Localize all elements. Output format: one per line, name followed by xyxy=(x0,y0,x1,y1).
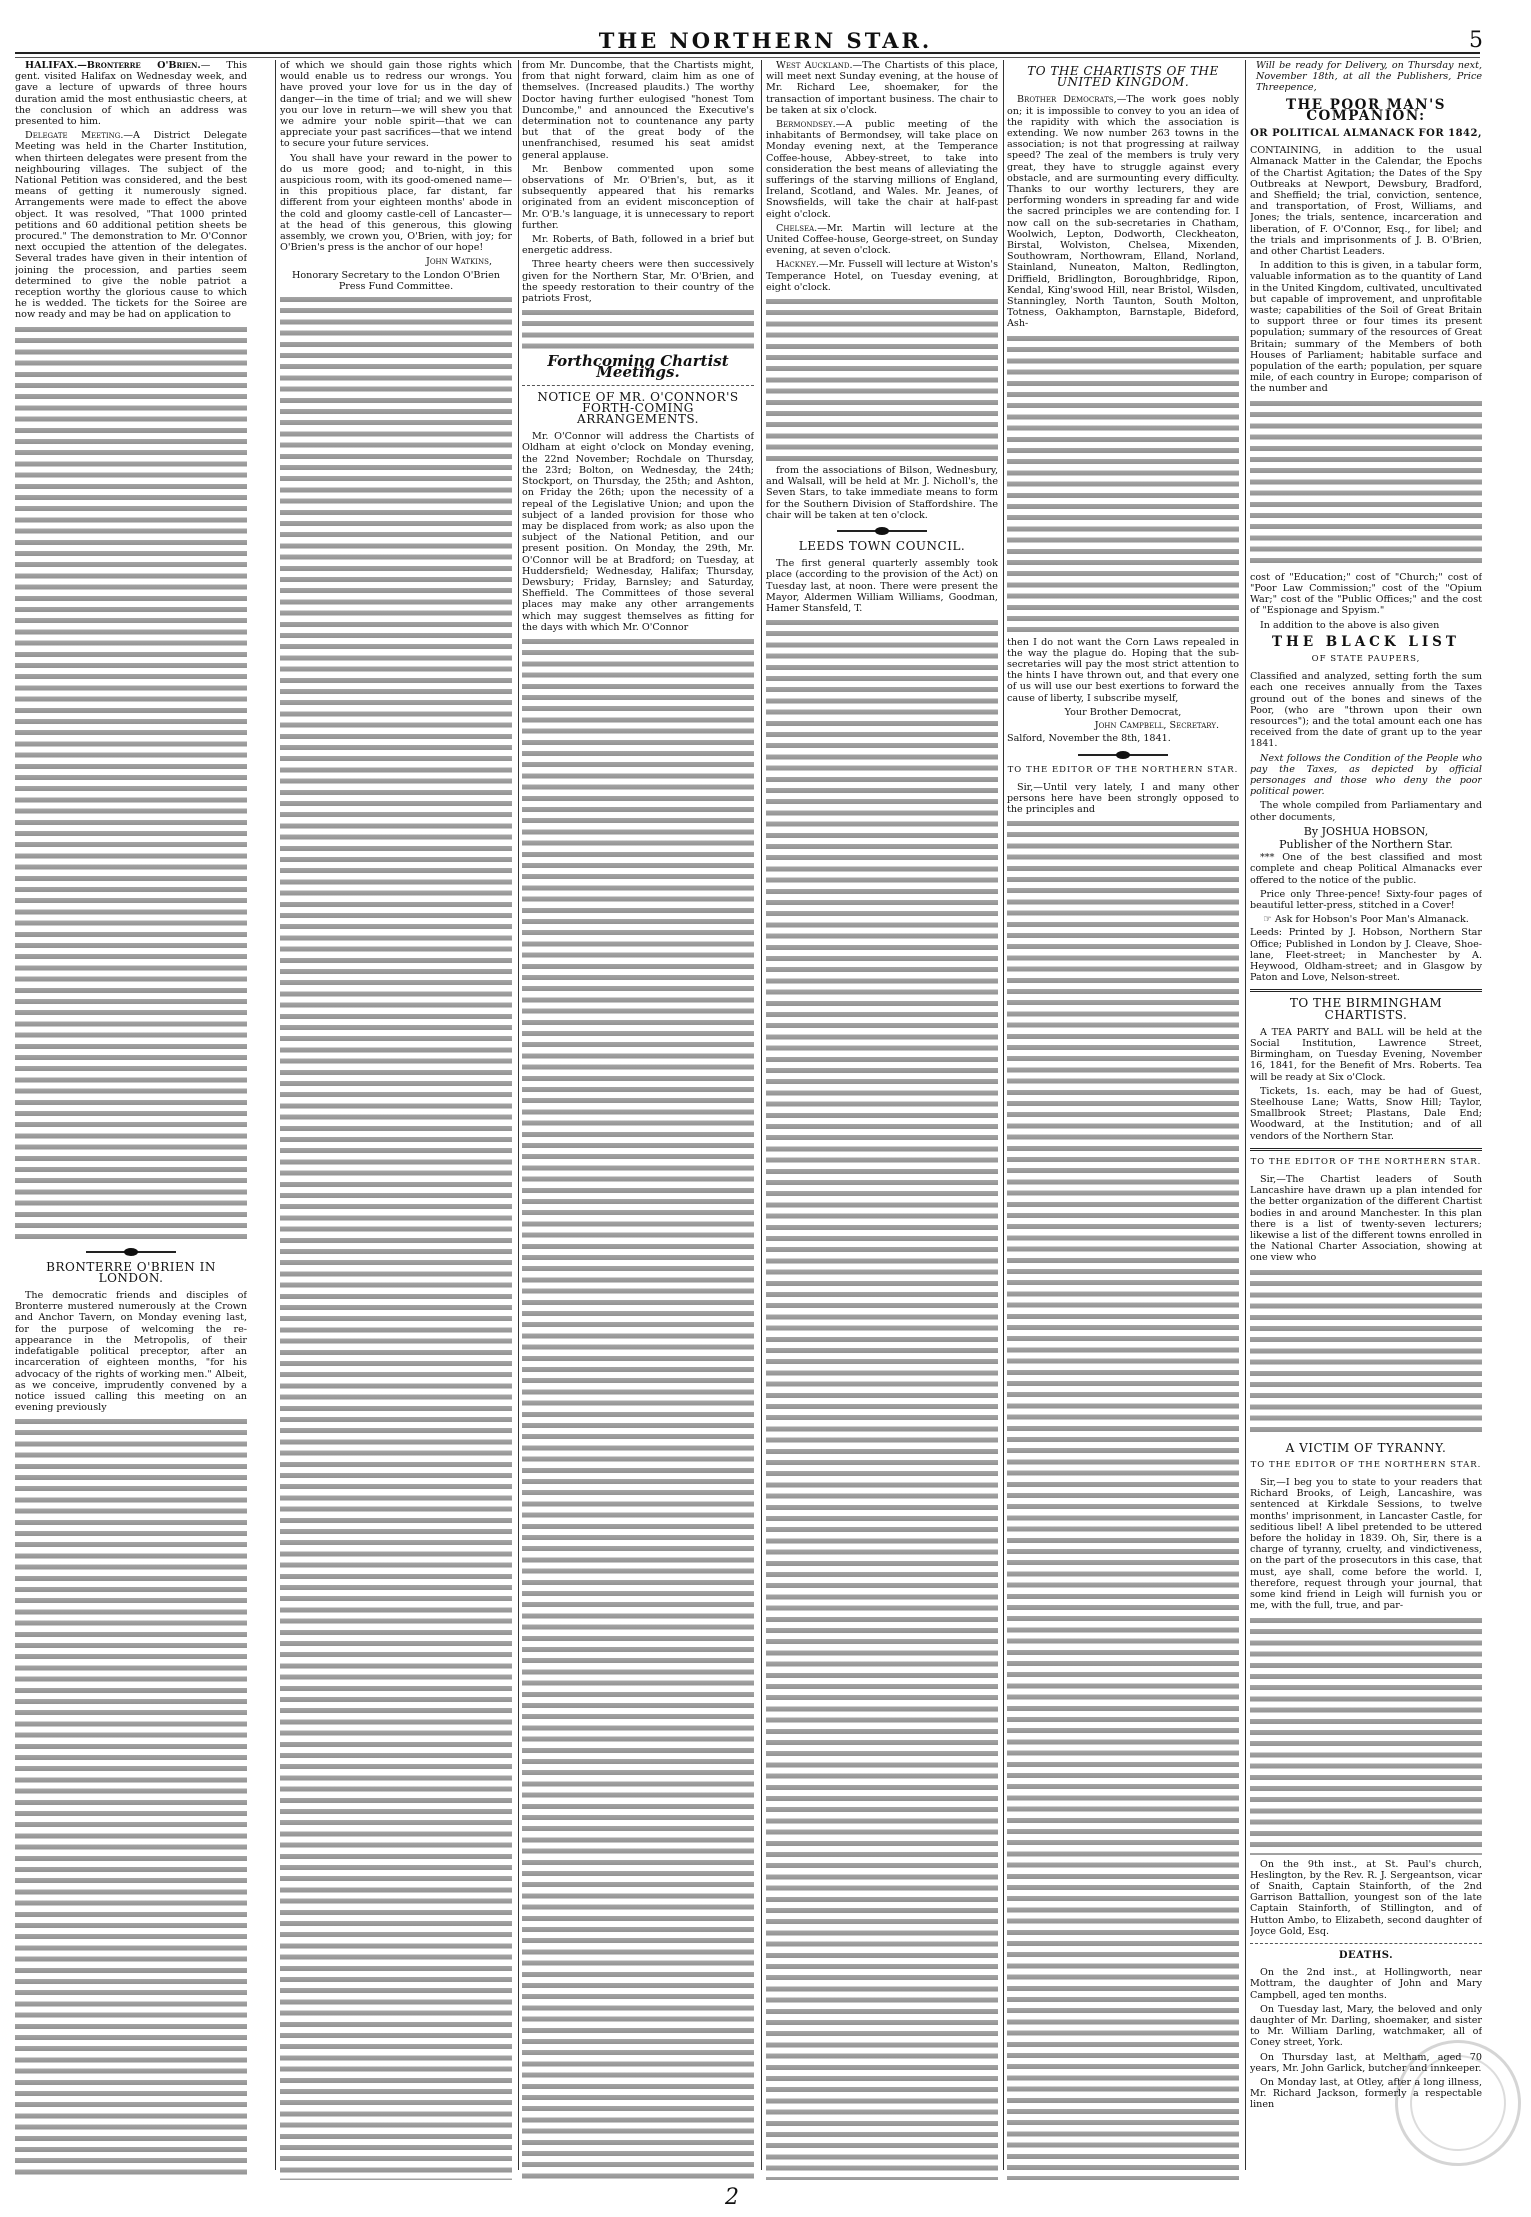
paragraph: Three hearty cheers were then successively given for the Northern Star, Mr. O'Brien, and the speedy restoration to their country of the patriots Frost, xyxy=(522,259,754,305)
byline: By JOSHUA HOBSON, xyxy=(1303,824,1429,838)
paragraph: *** One of the best classified and most complete and cheap Political Almanacks ever offered to the notice of the public. xyxy=(1250,852,1482,886)
article-delegate-meeting xyxy=(15,130,247,320)
headline-black-list: THE BLACK LIST xyxy=(1272,633,1460,650)
illegible-text-block xyxy=(1250,1615,1482,1855)
column-divider xyxy=(518,60,519,2170)
paragraph: —Mr. Fussell will lecture at Wiston's Temperance Hotel, on Tuesday evening, at eight o'clock. xyxy=(766,259,998,293)
paragraph: In addition to this is given, in a tabular form, valuable information as to the quantity of Land in the United Kingdom, cultivated, uncultivated but capable of improvement, and unprofitable waste; capabilities of the Soil of Great Britain to support three or four times its present population; summary of the resources of Great Britain; summary of the Members of both Houses of Parliament; habitable surface and population of the earth; population, per square mile, of each country in Europe; comparison of the number and xyxy=(1250,260,1482,395)
headline-forthcoming-meetings: Forthcoming Chartist Meetings. xyxy=(547,352,729,382)
headline-to-the-editor: TO THE EDITOR OF THE NORTHERN STAR. xyxy=(1007,764,1239,775)
paragraph: Tickets, 1s. each, may be had of Guest, Steelhouse Lane; Watts, Snow Hill; Taylor, Smallbrook Street; Plastans, Dale End; Woodward, at the Institution; and of all vendors of the Northern Star. xyxy=(1250,1085,1482,1142)
column-divider xyxy=(275,60,276,2170)
illegible-text-block xyxy=(766,296,998,461)
column-divider xyxy=(761,60,762,2170)
death-notice: On the 2nd inst., at Hollingworth, near Mottram, the daughter of John and Mary Campbell, aged ten months. xyxy=(1250,1967,1482,2001)
death-notice: On Monday last, at Otley, after a long illness, Mr. Richard Jackson, formerly a respectable linen xyxy=(1250,2076,1482,2111)
illegible-text-block xyxy=(15,1416,247,2180)
signature-title: Honorary Secretary to the London O'Brien Press Fund Committee. xyxy=(292,269,500,292)
column-5 xyxy=(1007,60,1239,2180)
subhead-state-paupers: OF STATE PAUPERS, xyxy=(1311,653,1421,664)
headline-victim-of-tyranny: A VICTIM OF TYRANNY. xyxy=(1285,1440,1447,1455)
masthead xyxy=(0,28,1531,54)
divider xyxy=(522,385,754,386)
headline-leeds-town-council: LEEDS TOWN COUNCIL. xyxy=(798,539,966,554)
paragraph: —A District Delegate Meeting was held in the Charter Institution, when thirteen delegates were present from the neighbouring villages. The subject of the National Petition was considered, and the best means of getting it numerously signed. Arrangements were made to effect the above object. It was resolved, "That 1000 printed petitions and 60 additional petition sheets be procured." The demonstration to Mr. O'Connor next occupied the attention of the delegates. Several trades have given in their intention of joining the procession, and parties seem determined to give the noble patriot a reception worthy the glorious cause to which he is wedded. The tickets for the Soiree are now ready and may be had on application to xyxy=(15,130,247,321)
paragraph: —The Chartists of this place, will meet next Sunday evening, at the house of Mr. Richard Lee, shoemaker, for the transaction of important business. The chair to be taken at six o'clock. xyxy=(766,60,998,116)
marriage-notice: On the 9th inst., at St. Paul's church, Heslington, by the Rev. R. J. Sergeantson, vicar of Snaith, Captain Stainforth, of the 2nd Garrison Battallion, youngest son of the late Captain Stainforth, of Stillington, and of Hutton Ambo, to Elizabeth, second daughter of Joyce Gold, Esq. xyxy=(1250,1858,1482,1937)
headline-to-the-editor: TO THE EDITOR OF THE NORTHERN STAR. xyxy=(1250,1459,1482,1470)
column-1 xyxy=(15,60,247,2180)
handwritten-mark: 2 xyxy=(725,2185,739,2210)
paragraph: A TEA PARTY and BALL will be held at the Social Institution, Lawrence Street, Birmingham, on Tuesday Evening, November 16, 1841, for the Benefit of Mrs. Roberts. Tea will be ready at Six o'Clock. xyxy=(1250,1026,1482,1083)
illegible-text-block xyxy=(522,307,754,352)
signature-place-date: Salford, November the 8th, 1841. xyxy=(1007,733,1171,745)
paragraph: cost of "Education;" cost of "Church;" cost of "Poor Law Commission;" cost of the "Opium War;" cost of the "Public Offices;" and the cost of "Espionage and Spyism." xyxy=(1250,571,1482,617)
illegible-text-block xyxy=(280,294,512,2180)
headline-to-the-editor: TO THE EDITOR OF THE NORTHERN STAR. xyxy=(1250,1156,1482,1167)
lead: Delegate Meeting. xyxy=(25,130,124,142)
signature-close: Your Brother Democrat, xyxy=(1064,706,1182,718)
lead: Bermondsey. xyxy=(776,119,836,131)
headline-deaths: DEATHS. xyxy=(1338,1949,1394,1961)
paragraph: Sir,—I beg you to state to your readers that Richard Brooks, of Leigh, Lancashire, was sentenced at Kirkdale Sessions, to twelve months' imprisonment, in Lancaster Castle, for seditious libel! A libel pretended to be uttered before the holiday in 1839. Oh, Sir, there is a charge of tyranny, cruelty, and vindictiveness, on the part of the prosecutors in this case, that must, aye shall, come before the world. I, therefore, request through your journal, that some kind friend in Leigh will furnish you or me, with the full, true, and par- xyxy=(1250,1477,1482,1612)
column-4 xyxy=(766,60,998,2180)
imprint: Leeds: Printed by J. Hobson, Northern Star Office; Published in London by J. Cleave, Shoe-lane, Fleet-street; in Manchester by A. Heywood, Oldham-street; and in Glasgow by Paton and Love, Nelson-street. xyxy=(1250,927,1482,984)
illegible-text-block xyxy=(1250,1267,1482,1437)
column-6 xyxy=(1250,60,1482,2180)
column-2 xyxy=(280,60,512,2180)
lead: Hackney. xyxy=(776,259,819,271)
item-chelsea xyxy=(766,223,998,257)
headline-poor-mans-companion: THE POOR MAN'S COMPANION: xyxy=(1285,96,1447,124)
paragraph: from Mr. Duncombe, that the Chartists might, from that night forward, claim him as one of themselves. (Increased plaudits.) The worthy Doctor having further eulogised "honest Tom Duncombe," and announced the Executive's determination not to countenance any party but that of the great body of the unenfranchised, resumed his seat amidst general applause. xyxy=(522,60,754,161)
divider xyxy=(1250,989,1482,992)
lead: Chelsea. xyxy=(776,222,818,234)
newspaper-title: THE NORTHERN STAR. xyxy=(598,28,933,53)
paragraph: In addition to the above is also given xyxy=(1260,619,1440,631)
paragraph: from the associations of Bilson, Wednesbury, and Walsall, will be held at Mr. J. Nicholl's, the Seven Stars, to take immediate means to form for the Southern Division of Staffordshire. The chair will be taken at ten o'clock. xyxy=(766,465,998,521)
masthead-rule xyxy=(15,52,1480,58)
letter-paragraph xyxy=(1007,94,1239,329)
divider xyxy=(1250,1148,1482,1151)
ornament-divider xyxy=(1078,751,1168,759)
paragraph: You shall have your reward in the power to do us more good; and to-night, in this auspicious room, with its good-omened name—in this propitious place, far distant, far different from your eighteen months' abode in the cold and gloomy castle-cell of Lancaster—at the head of this generous, this glowing assembly, we crown you, O'Brien, with joy; for O'Brien's press is the anchor of our hope! xyxy=(280,152,512,254)
death-notice: On Tuesday last, Mary, the beloved and only daughter of Mr. Darling, shoemaker, and sister to Mr. William Darling, watchmaker, all of Coney street, York. xyxy=(1250,2003,1482,2049)
illegible-text-block xyxy=(1250,398,1482,568)
page-number: 5 xyxy=(1469,28,1483,53)
lead: Brother Democrats, xyxy=(1017,94,1117,106)
illegible-text-block xyxy=(766,617,998,2180)
paragraph: Sir,—Until very lately, I and many other persons here have been strongly opposed to the principles and xyxy=(1007,781,1239,816)
paragraph: Sir,—The Chartist leaders of South Lancashire have drawn up a plan intended for the better organization of the different Chartist bodies in and around Manchester. In this plan there is a list of twenty-seven lecturers; likewise a list of the different towns enrolled in the National Charter Association, showing at one view who xyxy=(1250,1174,1482,1264)
illegible-text-block xyxy=(1007,333,1239,633)
headline-birmingham-chartists: TO THE BIRMINGHAM CHARTISTS. xyxy=(1289,996,1443,1022)
paragraph: — This gent. visited Halifax on Wednesday week, and gave a lecture of upwards of three hours duration amid the most enthusiastic cheers, at the conclusion of which an address was presented to him. xyxy=(15,60,247,128)
article-halifax xyxy=(15,60,247,127)
lead: HALIFAX.—Bronterre O'Brien. xyxy=(25,60,201,71)
publisher-line: Publisher of the Northern Star. xyxy=(1279,837,1453,851)
paragraph: The democratic friends and disciples of Bronterre mustered numerously at the Crown and Anchor Tavern, on Monday evening last, for the purpose of welcoming the re-appearance in the Metropolis, of their indefatigable political preceptor, after an incarceration of eighteen months, "for his advocacy of the rights of working men." Albeit, as we conceive, imprudently convened by a notice issued calling this meeting on an evening previously xyxy=(15,1290,247,1414)
paragraph: —Mr. Martin will lecture at the United Coffee-house, George-street, on Sunday evening, at seven o'clock. xyxy=(766,222,998,257)
paragraph: Classified and analyzed, setting forth the sum each one receives annually from the Taxes ground out of the bones and sinews of the Poor, (who are "thrown upon their own resources"); and the total amount each one has received from the date of grant up to the year 1841. xyxy=(1250,671,1482,750)
divider xyxy=(1250,1943,1482,1944)
headline-bronterre-obrien: BRONTERRE O'BRIEN IN LONDON. xyxy=(46,1259,216,1285)
headline-oconnor-arrangements: NOTICE OF MR. O'CONNOR'S FORTH-COMING ARRANGEMENTS. xyxy=(537,389,739,427)
illegible-text-block xyxy=(15,324,247,1242)
ask-for-hobson-notice: ☞ Ask for Hobson's Poor Man's Almanack. xyxy=(1263,914,1469,926)
paragraph: —A public meeting of the inhabitants of Bermondsey, will take place on Monday evening next, at the Temperance Coffee-house, Abbey-street, to take into consideration the best means of alleviating the sufferings of the starving millions of England, Ireland, Scotland, and Wales. Mr. Jeanes, of Snowsfields, will take the chair at half-past eight o'clock. xyxy=(766,119,998,220)
column-divider xyxy=(1245,60,1246,2170)
ad-intro: Will be ready for Delivery, on Thursday next, November 18th, at all the Publishers, Price Threepence, xyxy=(1256,60,1482,94)
column-3 xyxy=(522,60,754,2180)
item-hackney xyxy=(766,259,998,293)
paragraph: CONTAINING, in addition to the usual Almanack Matter in the Calendar, the Epochs of the Chartist Agitation; the Dates of the Spy Outbreaks at Newport, Dewsbury, Bradford, and Sheffield; the trial, conviction, sentence, and transportation, of Frost, Williams, and Jones; the trials, sentence, incarceration and liberation, of F. O'Connor, Esq., for libel; and the trials and imprisonments of J. B. O'Brien, and other Chartist Leaders. xyxy=(1250,145,1482,258)
signature-name: John Campbell, Secretary. xyxy=(1094,720,1219,732)
paragraph: The whole compiled from Parliamentary and other documents, xyxy=(1250,800,1482,823)
illegible-text-block xyxy=(522,636,754,2180)
paragraph: Next follows the Condition of the People who pay the Taxes, as depicted by official personages and those who deny the poor political power. xyxy=(1250,752,1482,798)
headline-to-the-chartists: TO THE CHARTISTS OF THE UNITED KINGDOM. xyxy=(1027,64,1219,90)
death-notice: On Thursday last, at Meltham, aged 70 years, Mr. John Garlick, butcher and innkeeper. xyxy=(1250,2051,1482,2074)
subhead-almanack: OR POLITICAL ALMANACK FOR 1842, xyxy=(1250,128,1482,140)
column-divider xyxy=(1003,60,1004,2170)
item-west-auckland xyxy=(766,60,998,116)
ornament-divider xyxy=(86,1248,176,1256)
paragraph: —The work goes nobly on; it is impossible to convey to you an idea of the rapidity with which the association is extending. We now number 263 towns in the association; is not that progressing at railway speed? The zeal of the members is truly very great, they have to struggle against every obstacle, and are surmounting every difficulty. Thanks to our worthy lecturers, they are performing wonders in spreading far and wide the sacred principles we are contending for. I now call on the sub-secretaries in Chatham, Woolwich, Lepton, Dodworth, Cleckheaton, Birstal, Wolviston, Chelsea, Mixenden, Southowram, Northowram, Elland, Norland, Stainland, Nuneaton, Malton, Redlington, Driffield, Bridlington, Boroughbridge, Ripon, Kendal, King'swood Hill, near Bristol, Wilsden, Stanningley, North Taunton, South Molton, Totness, Oakhampton, Barnstaple, Bideford, Ash- xyxy=(1007,94,1239,330)
paragraph: then I do not want the Corn Laws repealed in the way the plague do. Hoping that the sub-secretaries will pay the most strict attention to the hints I have thrown out, and that every one of us will use our best exertions to forward the cause of liberty, I subscribe myself, xyxy=(1007,636,1239,704)
illegible-text-block xyxy=(1007,818,1239,2180)
paragraph: of which we should gain those rights which would enable us to redress our wrongs. You have proved your love for us in the day of danger—in the time of trial; and we will shew you our love in return—we will shew you that we admire your noble spirit—that we can appreciate your past sacrifices—that we intend to secure your future services. xyxy=(280,60,512,150)
signature-name: John Watkins, xyxy=(425,256,492,268)
paragraph: Mr. Roberts, of Bath, followed in a brief but energetic address. xyxy=(522,234,754,257)
paragraph: Price only Three-pence! Sixty-four pages of beautiful letter-press, stitched in a Cover! xyxy=(1250,888,1482,911)
lead: West Auckland. xyxy=(776,60,853,71)
paragraph: Mr. Benbow commented upon some observations of Mr. O'Brien's, but, as it subsequently appeared that his remarks originated from an evident misconception of Mr. O'B.'s language, it is unnecessary to report further. xyxy=(522,163,754,231)
item-bermondsey xyxy=(766,119,998,220)
paragraph: Mr. O'Connor will address the Chartists of Oldham at eight o'clock on Monday evening, the 22nd November; Rochdale on Thursday, the 23rd; Bolton, on Wednesday, the 24th; Stockport, on Thursday, the 25th; and Ashton, on Friday the 26th; upon the necessity of a repeal of the Legislative Union; and upon the subject of a landed provision for those who may be displaced from work; as also upon the subject of the National Petition, and our present position. On Monday, the 29th, Mr. O'Connor will be at Bradford; on Tuesday, at Huddersfield; Wednesday, Halifax; Thursday, Dewsbury; Friday, Barnsley; and Saturday, Sheffield. The Committees of those several places may make any other arrangements which may suggest themselves as fitting for the days with which Mr. O'Connor xyxy=(522,431,754,633)
ornament-divider xyxy=(837,527,927,535)
paragraph: The first general quarterly assembly took place (according to the provision of the Act) on Tuesday last, at noon. There were present the Mayor, Aldermen William Williams, Goodman, Hamer Stansfeld, T. xyxy=(766,558,998,615)
